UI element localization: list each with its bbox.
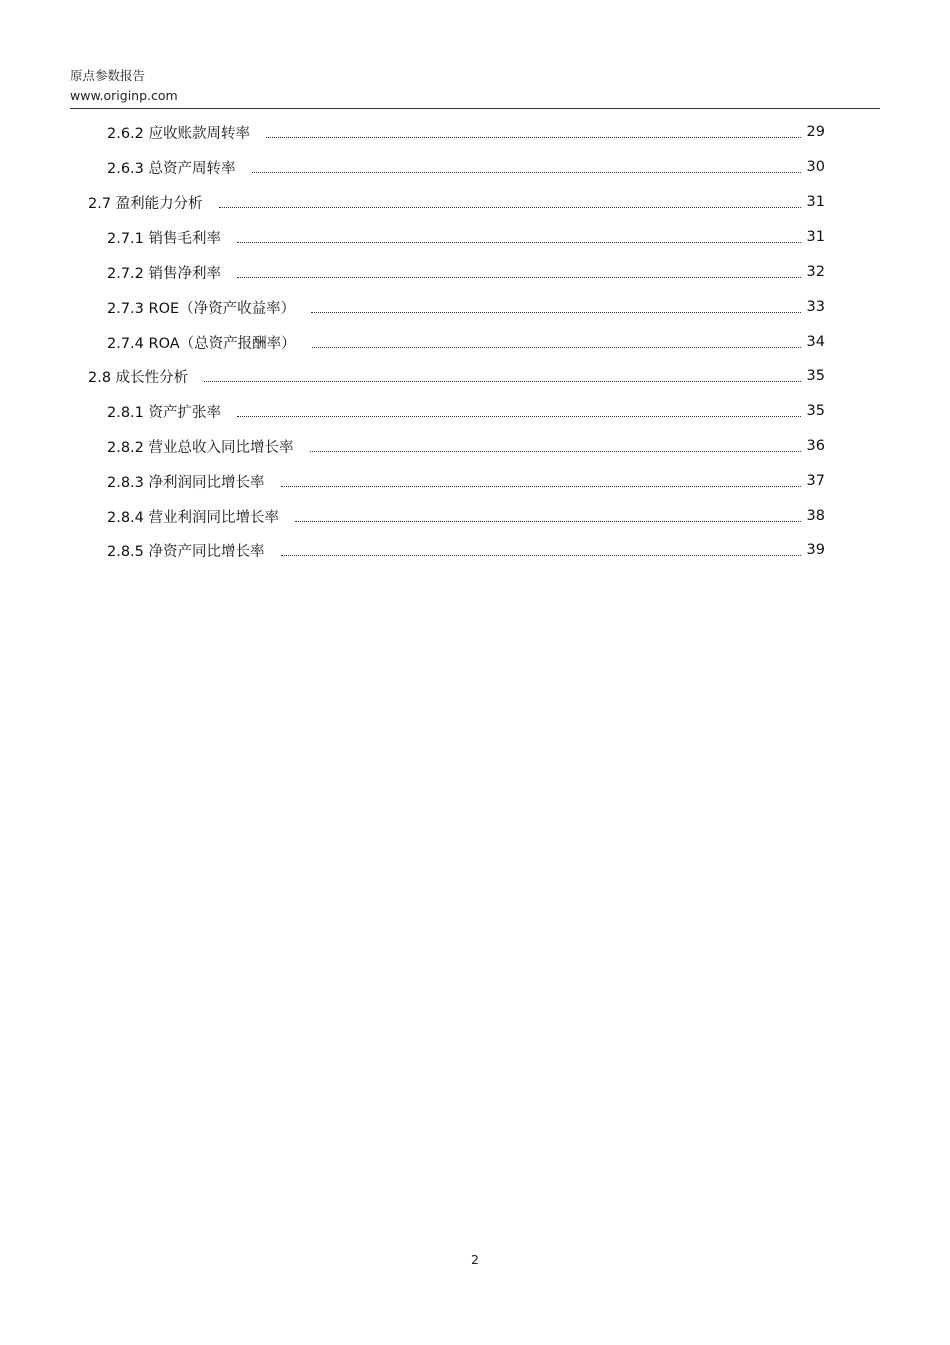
page-number: 2: [471, 1252, 479, 1267]
dot-leader: [281, 555, 801, 556]
toc-entry-label: 2.6.3 总资产周转率: [107, 160, 236, 177]
toc-entry-page: 31: [806, 229, 825, 245]
dot-leader: [312, 347, 801, 348]
toc-entry[interactable]: [107, 499, 825, 533]
toc-entry[interactable]: [107, 325, 825, 359]
dot-leader: [237, 416, 801, 417]
toc-entry-label: 2.6.2 应收账款周转率: [107, 125, 251, 142]
toc-entry-label: 2.8.2 营业总收入同比增长率: [107, 439, 294, 456]
toc-entry-page: 32: [806, 264, 825, 280]
toc-entry-page: 33: [806, 299, 825, 315]
toc-section-page: 35: [806, 368, 825, 384]
toc-entry-label: 2.7.3 ROE（净资产收益率）: [107, 300, 296, 317]
toc-entry[interactable]: [107, 429, 825, 463]
dot-leader: [281, 486, 801, 487]
report-title: 原点参数报告: [70, 68, 146, 83]
toc-entry-page: 38: [806, 508, 825, 524]
dot-leader: [266, 137, 801, 138]
toc-section[interactable]: [88, 185, 825, 219]
page-header: [70, 66, 880, 106]
toc-section[interactable]: [88, 359, 825, 393]
toc-entry-label: 2.8.3 净利润同比增长率: [107, 474, 265, 491]
dot-leader: [295, 521, 801, 522]
toc-entry-label: 2.7.1 销售毛利率: [107, 230, 222, 247]
header-divider: [70, 108, 880, 109]
toc-entry[interactable]: [107, 290, 825, 324]
toc-entry[interactable]: [107, 115, 825, 149]
dot-leader: [310, 451, 801, 452]
toc-entry[interactable]: [107, 150, 825, 184]
dot-leader: [237, 242, 801, 243]
toc-section-label: 2.8 成长性分析: [88, 369, 189, 386]
toc-entry-label: 2.7.4 ROA（总资产报酬率）: [107, 335, 296, 352]
toc-entry-label: 2.8.4 营业利润同比增长率: [107, 509, 280, 526]
dot-leader: [237, 277, 801, 278]
dot-leader: [219, 207, 801, 208]
toc-entry-page: 39: [806, 542, 825, 558]
toc-entry[interactable]: [107, 220, 825, 254]
dot-leader: [204, 381, 800, 382]
toc-entry-label: 2.8.1 资产扩张率: [107, 404, 222, 421]
toc-entry[interactable]: [107, 533, 825, 567]
dot-leader: [252, 172, 801, 173]
dot-leader: [311, 312, 800, 313]
toc-entry-label: 2.8.5 净资产同比增长率: [107, 543, 265, 560]
toc-section-label: 2.7 盈利能力分析: [88, 195, 203, 212]
toc-entry-page: 37: [806, 473, 825, 489]
site-url[interactable]: www.originp.com: [70, 88, 178, 103]
toc-section-page: 31: [806, 194, 825, 210]
toc-entry-page: 29: [806, 124, 825, 140]
toc-entry-label: 2.7.2 销售净利率: [107, 265, 222, 282]
toc-entry[interactable]: [107, 464, 825, 498]
toc-entry-page: 35: [806, 403, 825, 419]
toc-entry-page: 34: [806, 334, 825, 350]
toc-entry-page: 30: [806, 159, 825, 175]
toc-entry[interactable]: [107, 394, 825, 428]
toc-entry[interactable]: [107, 255, 825, 289]
toc-entry-page: 36: [806, 438, 825, 454]
